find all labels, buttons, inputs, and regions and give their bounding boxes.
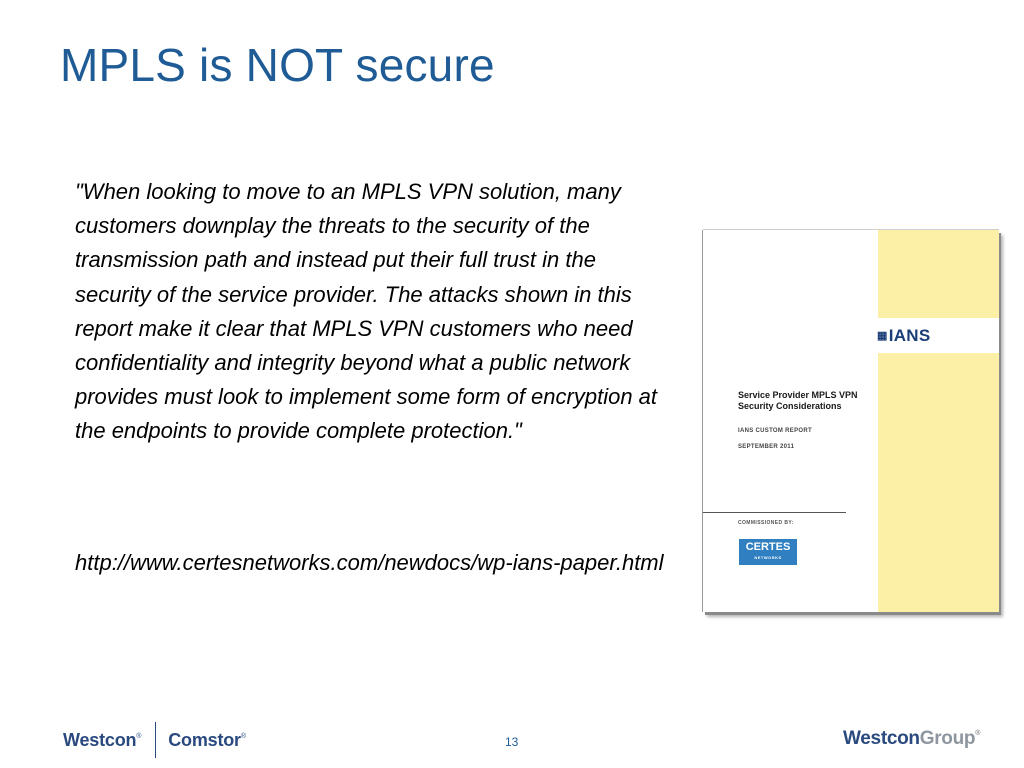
cover-commissioned-by: COMMISSIONED BY:	[738, 520, 794, 526]
comstor-logo-text: Comstor	[168, 729, 241, 750]
registered-mark: ®	[240, 732, 246, 740]
footer-logo-divider	[155, 722, 156, 758]
registered-mark: ®	[136, 732, 142, 740]
westcongroup-logo	[843, 728, 980, 750]
cover-divider	[703, 512, 846, 513]
certes-logo-subtext: NETWORKS	[754, 555, 782, 560]
westcon-logo	[63, 730, 141, 751]
ians-mark-icon: ▦	[877, 330, 888, 342]
westcongroup-logo-part2: Group	[919, 728, 976, 749]
source-url[interactable]: http://www.certesnetworks.com/newdocs/wp-ians-paper.html	[75, 550, 664, 575]
cover-date: SEPTEMBER 2011	[738, 444, 795, 450]
page-number: 13	[505, 735, 519, 749]
footer-left-logos	[63, 722, 246, 758]
slide-title: MPLS is NOT secure	[60, 39, 495, 91]
westcon-logo-text: Westcon	[63, 729, 137, 750]
cover-subtitle: IANS CUSTOM REPORT	[738, 428, 812, 434]
westcongroup-logo-part1: Westcon	[843, 728, 920, 749]
report-cover-image	[703, 230, 999, 612]
cover-yellow-stripe	[878, 230, 999, 612]
registered-mark: ®	[975, 730, 981, 737]
cover-title: Service Provider MPLS VPN Security Considerations	[738, 390, 858, 411]
ians-logo-text: IANS	[888, 326, 931, 345]
certes-logo	[739, 539, 797, 565]
ians-logo	[877, 326, 931, 346]
quote-text: "When looking to move to an MPLS VPN solution, many customers downplay the threats to the security of the transmission path and instead put their full trust in the security of the service provider. The attacks shown in this report make it clear that MPLS VPN customers who need confidentiality and integrity beyond what a public network provides must look to implement some form of encryption at the endpoints to provide complete protection."	[75, 179, 658, 444]
certes-logo-text: CERTES	[745, 541, 791, 553]
comstor-logo	[168, 730, 246, 751]
